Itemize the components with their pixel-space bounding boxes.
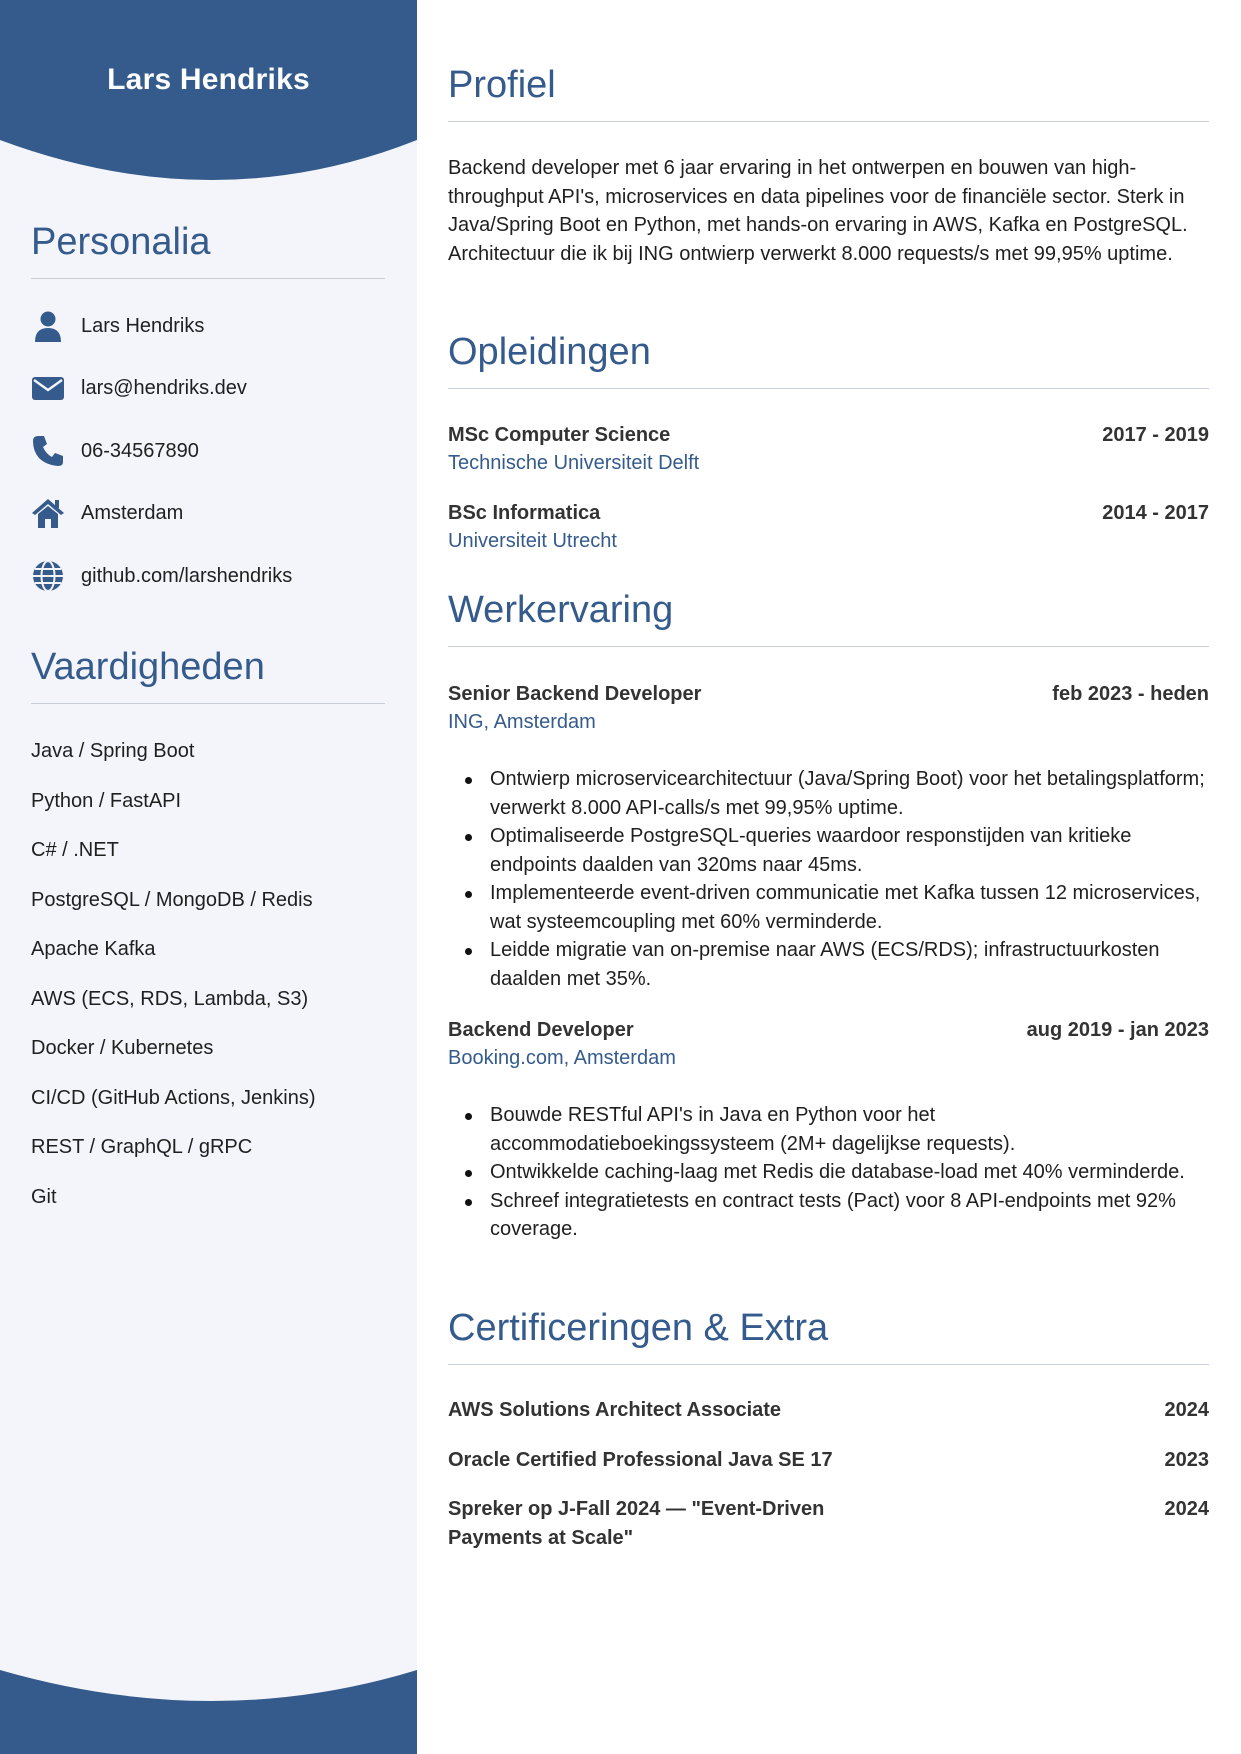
contact-phone-text[interactable]: 06-34567890 [81, 439, 199, 462]
cert-title: AWS Solutions Architect Associate [448, 1399, 782, 1421]
skill-item: Python / FastAPI [31, 790, 182, 812]
personalia-heading: Personalia [31, 221, 385, 279]
job-company: Booking.com, Amsterdam [448, 1047, 676, 1069]
job-title: Senior Backend Developer [448, 683, 702, 705]
certs-heading: Certificeringen & Extra [448, 1307, 1209, 1365]
education-heading: Opleidingen [448, 331, 1209, 389]
contact-website-text[interactable]: github.com/larshendriks [81, 564, 293, 587]
contact-email-text[interactable]: lars@hendriks.dev [81, 376, 247, 399]
cert-title: Spreker op J-Fall 2024 — "Event-Driven Payments at Scale" [448, 1498, 825, 1549]
job-bullet: Schreef integratietests en contract tests (Pact) voor 8 API-endpoints met 92% coverage. [448, 1187, 1211, 1244]
job-bullet: Optimaliseerde PostgreSQL-queries waardoor responstijden van kritieke endpoints daalden van 320ms naar 45ms. [448, 822, 1211, 879]
contact-name-text: Lars Hendriks [81, 314, 205, 337]
skill-item: Git [31, 1186, 57, 1208]
skill-item: Docker / Kubernetes [31, 1037, 214, 1059]
job-title: Backend Developer [448, 1019, 634, 1041]
profile-text: Backend developer met 6 jaar ervaring in het ontwerpen en bouwen van high-throughput API's, microservices en data pipelines voor de financiële sector. Sterk in Java/Spring Boot en Python, met hands-on ervaring in AWS, Kafka en PostgreSQL. Architectuur die ik bij ING ontwierp verwerkt 8.000 requests/s met 99,95% uptime. [448, 157, 1188, 266]
cert-year: 2023 [1164, 1449, 1209, 1471]
skill-item: C# / .NET [31, 839, 119, 861]
education-title: BSc Informatica [448, 502, 601, 524]
job-date: aug 2019 - jan 2023 [1026, 1019, 1209, 1041]
sidebar [0, 0, 417, 1754]
globe-icon [31, 559, 65, 593]
job-date: feb 2023 - heden [1052, 683, 1209, 705]
skill-item: Apache Kafka [31, 938, 156, 960]
job-bullet: Bouwde RESTful API's in Java en Python voor het accommodatieboekingssysteem (2M+ dagelijkse requests). [448, 1101, 1211, 1158]
skill-item: CI/CD (GitHub Actions, Jenkins) [31, 1087, 316, 1109]
job-bullets [448, 1101, 1211, 1244]
contact-item-phone [31, 431, 199, 471]
education-date: 2017 - 2019 [1102, 424, 1209, 446]
education-date: 2014 - 2017 [1102, 502, 1209, 524]
skills-heading: Vaardigheden [31, 646, 385, 704]
contact-item-name [31, 306, 204, 346]
job-bullet: Implementeerde event-driven communicatie met Kafka tussen 12 microservices, wat systeemcoupling met 60% verminderde. [448, 879, 1211, 936]
contact-item-website [31, 556, 292, 596]
job-bullet: Leidde migratie van on-premise naar AWS (ECS/RDS); infrastructuurkosten daalden met 35%. [448, 936, 1211, 993]
education-school: Technische Universiteit Delft [448, 452, 700, 474]
skill-item: PostgreSQL / MongoDB / Redis [31, 889, 313, 911]
contact-item-location [31, 493, 183, 533]
home-icon [31, 496, 65, 530]
cert-title: Oracle Certified Professional Java SE 17 [448, 1449, 833, 1471]
phone-icon [31, 434, 65, 468]
education-school: Universiteit Utrecht [448, 530, 617, 552]
job-company: ING, Amsterdam [448, 711, 596, 733]
work-heading: Werkervaring [448, 589, 1209, 647]
contact-item-email [31, 368, 247, 408]
skill-item: AWS (ECS, RDS, Lambda, S3) [31, 988, 309, 1010]
education-title: MSc Computer Science [448, 424, 671, 446]
envelope-icon [31, 371, 65, 405]
skill-item: Java / Spring Boot [31, 740, 195, 762]
cert-year: 2024 [1164, 1399, 1209, 1421]
skill-item: REST / GraphQL / gRPC [31, 1136, 253, 1158]
header-name: Lars Hendriks [107, 63, 310, 96]
contact-location-text: Amsterdam [81, 501, 184, 524]
job-bullet: Ontwikkelde caching-laag met Redis die database-load met 40% verminderde. [448, 1158, 1211, 1187]
job-bullet: Ontwierp microservicearchitectuur (Java/Spring Boot) voor het betalingsplatform; verwerkt 8.000 API-calls/s met 99,95% uptime. [448, 765, 1211, 822]
cert-year: 2024 [1164, 1498, 1209, 1520]
user-icon [31, 309, 65, 343]
job-bullets [448, 765, 1211, 993]
profile-heading: Profiel [448, 64, 1209, 122]
sidebar-footer-shape [0, 1664, 417, 1754]
